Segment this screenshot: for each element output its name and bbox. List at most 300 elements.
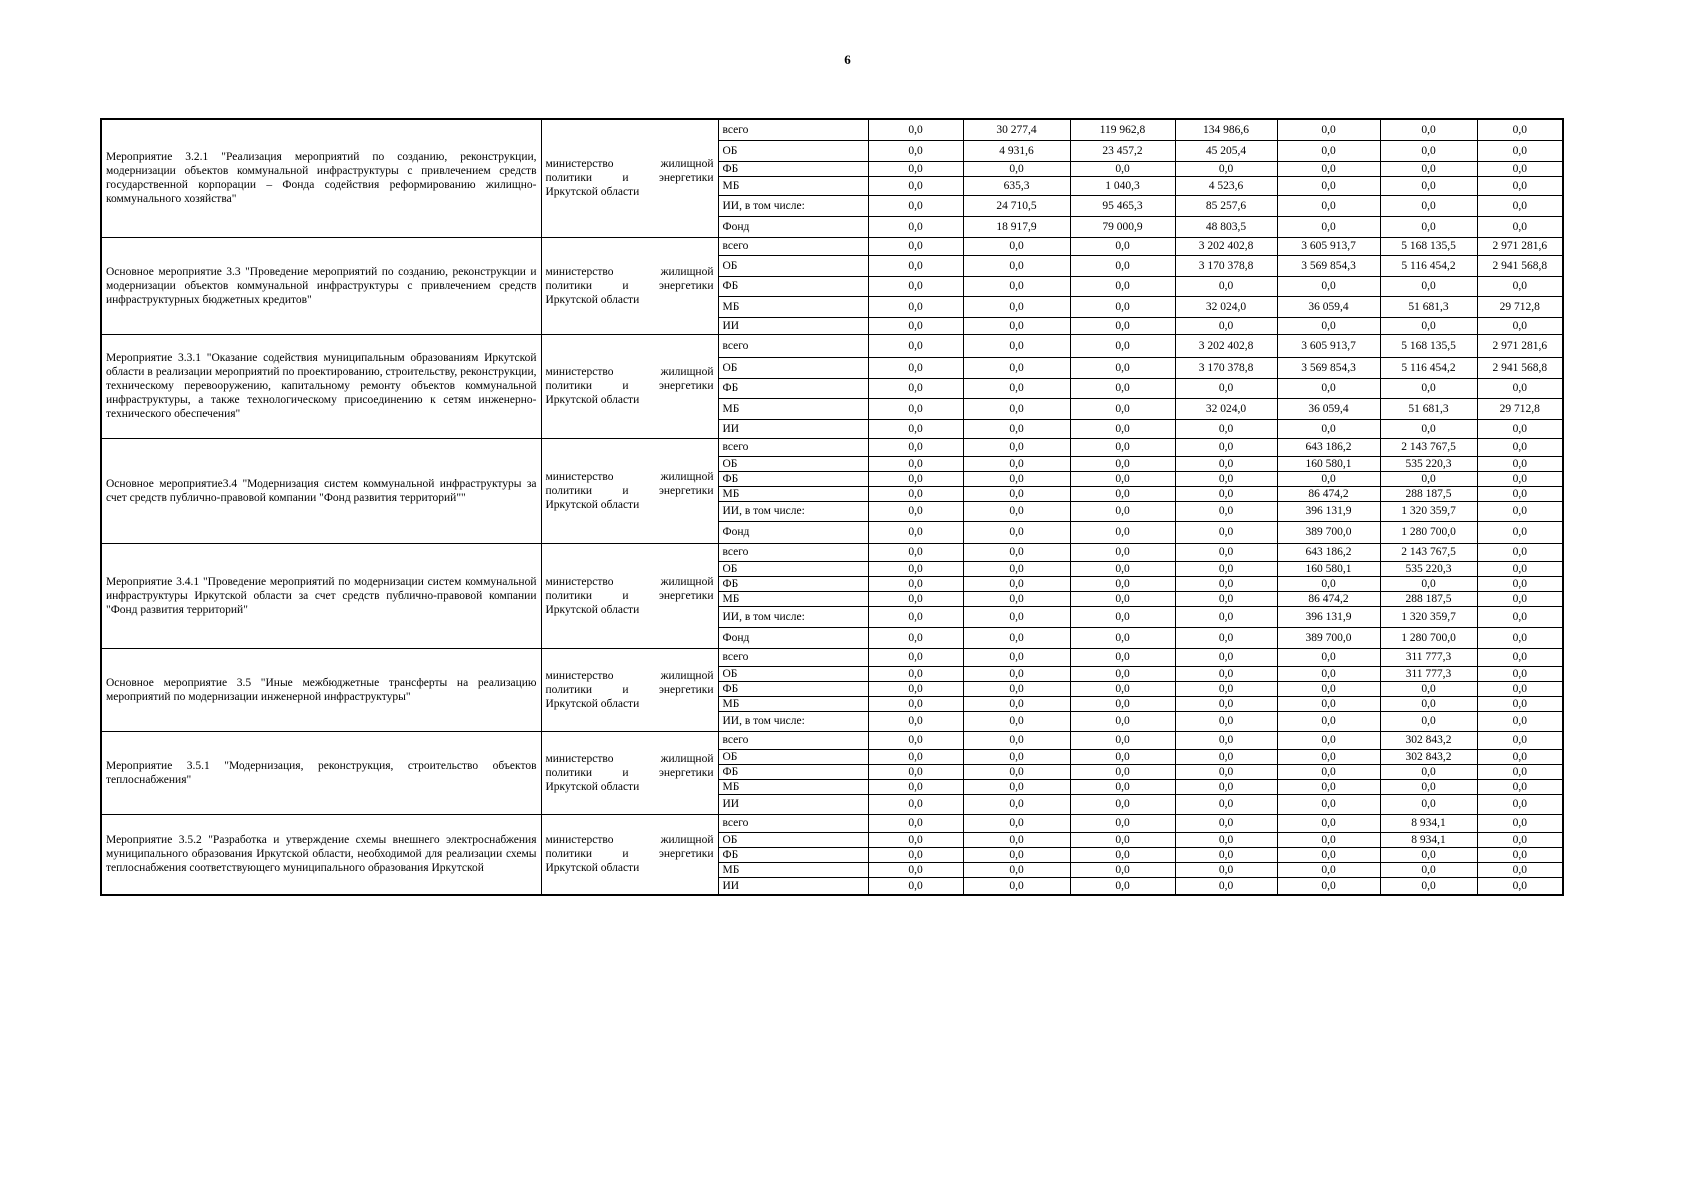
amount-cell: 0,0 xyxy=(868,486,963,501)
amount-cell: 0,0 xyxy=(1175,419,1277,438)
funding-source: ОБ xyxy=(718,561,868,576)
amount-cell: 3 170 378,8 xyxy=(1175,255,1277,276)
amount-cell: 0,0 xyxy=(868,576,963,591)
amount-cell: 0,0 xyxy=(1477,216,1563,237)
amount-cell: 0,0 xyxy=(963,237,1070,255)
amount-cell: 0,0 xyxy=(963,681,1070,696)
amount-cell: 0,0 xyxy=(1070,847,1175,862)
amount-cell: 0,0 xyxy=(1175,794,1277,814)
amount-cell: 0,0 xyxy=(868,296,963,317)
amount-cell: 0,0 xyxy=(868,862,963,877)
amount-cell: 0,0 xyxy=(1277,666,1380,681)
amount-cell: 0,0 xyxy=(1477,711,1563,731)
funding-source: МБ xyxy=(718,779,868,794)
amount-cell: 0,0 xyxy=(868,591,963,606)
amount-cell: 0,0 xyxy=(868,398,963,419)
amount-cell: 0,0 xyxy=(1277,119,1380,140)
measure-description: Мероприятие 3.3.1 "Оказание содействия муниципальным образованиям Иркутской области в реализации мероприятий по проектированию, строительству, реконструкции, техническому перевооружению, капитальному ремонту объектов коммунальной инфраструктуры, а также технологическому присоединению к сетям инженерно-технического обеспечения" xyxy=(101,334,541,438)
amount-cell: 0,0 xyxy=(1175,681,1277,696)
amount-cell: 0,0 xyxy=(868,317,963,334)
amount-cell: 86 474,2 xyxy=(1277,591,1380,606)
amount-cell: 0,0 xyxy=(1477,561,1563,576)
amount-cell: 0,0 xyxy=(1380,119,1477,140)
amount-cell: 389 700,0 xyxy=(1277,521,1380,543)
amount-cell: 0,0 xyxy=(868,255,963,276)
funding-source: МБ xyxy=(718,486,868,501)
amount-cell: 0,0 xyxy=(963,317,1070,334)
amount-cell: 0,0 xyxy=(868,847,963,862)
amount-cell: 0,0 xyxy=(963,419,1070,438)
amount-cell: 0,0 xyxy=(1070,456,1175,471)
funding-source: ФБ xyxy=(718,378,868,398)
amount-cell: 30 277,4 xyxy=(963,119,1070,140)
amount-cell: 36 059,4 xyxy=(1277,296,1380,317)
amount-cell: 29 712,8 xyxy=(1477,398,1563,419)
table-row xyxy=(101,237,1563,255)
amount-cell: 3 569 854,3 xyxy=(1277,357,1380,378)
funding-source: ОБ xyxy=(718,749,868,764)
amount-cell: 0,0 xyxy=(1175,161,1277,176)
amount-cell: 3 569 854,3 xyxy=(1277,255,1380,276)
amount-cell: 0,0 xyxy=(963,486,1070,501)
amount-cell: 0,0 xyxy=(868,779,963,794)
amount-cell: 0,0 xyxy=(963,711,1070,731)
amount-cell: 0,0 xyxy=(963,814,1070,832)
funding-source: Фонд xyxy=(718,521,868,543)
amount-cell: 4 523,6 xyxy=(1175,176,1277,195)
amount-cell: 0,0 xyxy=(1477,543,1563,561)
amount-cell: 0,0 xyxy=(1070,501,1175,521)
amount-cell: 0,0 xyxy=(1477,794,1563,814)
amount-cell: 0,0 xyxy=(1477,648,1563,666)
amount-cell: 0,0 xyxy=(1477,847,1563,862)
measure-description: Основное мероприятие3.4 "Модернизация систем коммунальной инфраструктуры за счет средств публично-правовой компании "Фонд развития территорий"" xyxy=(101,438,541,543)
amount-cell: 0,0 xyxy=(868,666,963,681)
amount-cell: 0,0 xyxy=(1277,794,1380,814)
amount-cell: 0,0 xyxy=(1070,296,1175,317)
amount-cell: 95 465,3 xyxy=(1070,195,1175,216)
amount-cell: 0,0 xyxy=(1070,237,1175,255)
amount-cell: 0,0 xyxy=(1277,216,1380,237)
funding-source: ИИ, в том числе: xyxy=(718,606,868,627)
amount-cell: 0,0 xyxy=(1277,576,1380,591)
funding-source: МБ xyxy=(718,296,868,317)
amount-cell: 0,0 xyxy=(1070,161,1175,176)
amount-cell: 0,0 xyxy=(868,276,963,296)
amount-cell: 0,0 xyxy=(1175,456,1277,471)
amount-cell: 8 934,1 xyxy=(1380,814,1477,832)
amount-cell: 0,0 xyxy=(1070,576,1175,591)
amount-cell: 0,0 xyxy=(1477,119,1563,140)
table-row xyxy=(101,648,1563,666)
measure-description: Основное мероприятие 3.5 "Иные межбюджетные трансферты на реализацию мероприятий по модернизации инженерной инфраструктуры" xyxy=(101,648,541,731)
amount-cell: 0,0 xyxy=(963,847,1070,862)
amount-cell: 0,0 xyxy=(1175,711,1277,731)
amount-cell: 0,0 xyxy=(868,438,963,456)
amount-cell: 0,0 xyxy=(1175,814,1277,832)
amount-cell: 0,0 xyxy=(1477,378,1563,398)
amount-cell: 0,0 xyxy=(868,140,963,161)
amount-cell: 0,0 xyxy=(963,696,1070,711)
funding-source: ИИ xyxy=(718,317,868,334)
measure-description: Мероприятие 3.5.1 "Модернизация, реконструкция, строительство объектов теплоснабжения" xyxy=(101,731,541,814)
funding-source: ИИ, в том числе: xyxy=(718,501,868,521)
amount-cell: 0,0 xyxy=(1070,877,1175,895)
amount-cell: 0,0 xyxy=(1070,317,1175,334)
responsible-executor: министерство жилищной политики и энергетики Иркутской области xyxy=(541,334,718,438)
responsible-executor: министерство жилищной политики и энергетики Иркутской области xyxy=(541,814,718,895)
amount-cell: 29 712,8 xyxy=(1477,296,1563,317)
amount-cell: 0,0 xyxy=(1175,779,1277,794)
amount-cell: 0,0 xyxy=(963,296,1070,317)
amount-cell: 0,0 xyxy=(1070,276,1175,296)
amount-cell: 0,0 xyxy=(868,627,963,648)
responsible-executor: министерство жилищной политики и энергетики Иркутской области xyxy=(541,648,718,731)
amount-cell: 2 971 281,6 xyxy=(1477,237,1563,255)
amount-cell: 0,0 xyxy=(1070,561,1175,576)
amount-cell: 0,0 xyxy=(1477,576,1563,591)
funding-source: всего xyxy=(718,543,868,561)
amount-cell: 0,0 xyxy=(963,357,1070,378)
funding-source: Фонд xyxy=(718,627,868,648)
amount-cell: 0,0 xyxy=(1380,378,1477,398)
amount-cell: 535 220,3 xyxy=(1380,456,1477,471)
amount-cell: 0,0 xyxy=(868,606,963,627)
amount-cell: 0,0 xyxy=(1277,832,1380,847)
amount-cell: 643 186,2 xyxy=(1277,543,1380,561)
funding-source: ИИ, в том числе: xyxy=(718,711,868,731)
amount-cell: 0,0 xyxy=(1277,317,1380,334)
amount-cell: 45 205,4 xyxy=(1175,140,1277,161)
amount-cell: 288 187,5 xyxy=(1380,591,1477,606)
amount-cell: 0,0 xyxy=(1175,627,1277,648)
amount-cell: 0,0 xyxy=(1175,576,1277,591)
amount-cell: 0,0 xyxy=(868,764,963,779)
funding-source: ОБ xyxy=(718,456,868,471)
amount-cell: 0,0 xyxy=(1175,749,1277,764)
amount-cell: 0,0 xyxy=(1380,317,1477,334)
amount-cell: 0,0 xyxy=(1175,606,1277,627)
amount-cell: 302 843,2 xyxy=(1380,749,1477,764)
amount-cell: 0,0 xyxy=(1277,681,1380,696)
amount-cell: 0,0 xyxy=(1175,847,1277,862)
amount-cell: 0,0 xyxy=(868,378,963,398)
amount-cell: 119 962,8 xyxy=(1070,119,1175,140)
funding-source: МБ xyxy=(718,398,868,419)
funding-source: всего xyxy=(718,814,868,832)
measure-description: Мероприятие 3.5.2 "Разработка и утверждение схемы внешнего электроснабжения муниципального образования Иркутской области, необходимой для реализации схемы теплоснабжения соответствующего муниципального образования Иркутской xyxy=(101,814,541,895)
amount-cell: 0,0 xyxy=(868,357,963,378)
amount-cell: 5 116 454,2 xyxy=(1380,357,1477,378)
amount-cell: 51 681,3 xyxy=(1380,398,1477,419)
amount-cell: 0,0 xyxy=(1070,862,1175,877)
funding-source: ИИ xyxy=(718,794,868,814)
amount-cell: 0,0 xyxy=(868,456,963,471)
amount-cell: 0,0 xyxy=(1380,681,1477,696)
amount-cell: 0,0 xyxy=(1070,814,1175,832)
amount-cell: 24 710,5 xyxy=(963,195,1070,216)
funding-source: всего xyxy=(718,648,868,666)
amount-cell: 0,0 xyxy=(1070,471,1175,486)
funding-source: ФБ xyxy=(718,471,868,486)
amount-cell: 0,0 xyxy=(1175,666,1277,681)
budget-table xyxy=(100,118,1564,896)
amount-cell: 0,0 xyxy=(1070,334,1175,357)
amount-cell: 0,0 xyxy=(1477,176,1563,195)
amount-cell: 0,0 xyxy=(1380,794,1477,814)
amount-cell: 0,0 xyxy=(1070,378,1175,398)
amount-cell: 0,0 xyxy=(868,419,963,438)
amount-cell: 0,0 xyxy=(868,334,963,357)
funding-source: всего xyxy=(718,334,868,357)
amount-cell: 5 116 454,2 xyxy=(1380,255,1477,276)
amount-cell: 0,0 xyxy=(1070,666,1175,681)
amount-cell: 0,0 xyxy=(868,561,963,576)
amount-cell: 0,0 xyxy=(1070,832,1175,847)
amount-cell: 0,0 xyxy=(1380,161,1477,176)
amount-cell: 0,0 xyxy=(1175,591,1277,606)
amount-cell: 0,0 xyxy=(868,731,963,749)
table-row xyxy=(101,438,1563,456)
amount-cell: 0,0 xyxy=(1477,749,1563,764)
amount-cell: 1 280 700,0 xyxy=(1380,627,1477,648)
amount-cell: 0,0 xyxy=(1175,438,1277,456)
amount-cell: 0,0 xyxy=(1175,543,1277,561)
funding-source: МБ xyxy=(718,591,868,606)
amount-cell: 0,0 xyxy=(1070,398,1175,419)
amount-cell: 0,0 xyxy=(1070,591,1175,606)
amount-cell: 0,0 xyxy=(1277,731,1380,749)
amount-cell: 0,0 xyxy=(1380,471,1477,486)
amount-cell: 0,0 xyxy=(868,521,963,543)
amount-cell: 0,0 xyxy=(1070,438,1175,456)
amount-cell: 0,0 xyxy=(963,832,1070,847)
funding-source: ФБ xyxy=(718,576,868,591)
responsible-executor: министерство жилищной политики и энергетики Иркутской области xyxy=(541,119,718,237)
budget-table-body xyxy=(101,119,1563,895)
table-row xyxy=(101,814,1563,832)
amount-cell: 396 131,9 xyxy=(1277,606,1380,627)
amount-cell: 0,0 xyxy=(1277,419,1380,438)
amount-cell: 0,0 xyxy=(963,749,1070,764)
amount-cell: 0,0 xyxy=(1477,696,1563,711)
amount-cell: 0,0 xyxy=(868,237,963,255)
amount-cell: 0,0 xyxy=(1070,681,1175,696)
amount-cell: 0,0 xyxy=(1477,627,1563,648)
responsible-executor: министерство жилищной политики и энергетики Иркутской области xyxy=(541,543,718,648)
amount-cell: 0,0 xyxy=(963,666,1070,681)
funding-source: ОБ xyxy=(718,140,868,161)
funding-source: всего xyxy=(718,438,868,456)
amount-cell: 0,0 xyxy=(868,749,963,764)
funding-source: ИИ, в том числе: xyxy=(718,195,868,216)
amount-cell: 1 320 359,7 xyxy=(1380,501,1477,521)
amount-cell: 0,0 xyxy=(1070,696,1175,711)
amount-cell: 0,0 xyxy=(1175,317,1277,334)
amount-cell: 0,0 xyxy=(963,627,1070,648)
amount-cell: 0,0 xyxy=(1380,711,1477,731)
amount-cell: 0,0 xyxy=(1070,764,1175,779)
amount-cell: 0,0 xyxy=(1477,471,1563,486)
amount-cell: 0,0 xyxy=(1477,814,1563,832)
amount-cell: 0,0 xyxy=(1277,176,1380,195)
amount-cell: 0,0 xyxy=(1477,276,1563,296)
amount-cell: 3 605 913,7 xyxy=(1277,237,1380,255)
amount-cell: 0,0 xyxy=(868,543,963,561)
amount-cell: 0,0 xyxy=(1380,779,1477,794)
amount-cell: 0,0 xyxy=(1477,764,1563,779)
amount-cell: 2 971 281,6 xyxy=(1477,334,1563,357)
funding-source: ОБ xyxy=(718,666,868,681)
amount-cell: 0,0 xyxy=(963,398,1070,419)
amount-cell: 0,0 xyxy=(868,119,963,140)
page-number: 6 xyxy=(844,52,851,67)
amount-cell: 0,0 xyxy=(963,456,1070,471)
amount-cell: 2 941 568,8 xyxy=(1477,357,1563,378)
amount-cell: 643 186,2 xyxy=(1277,438,1380,456)
amount-cell: 0,0 xyxy=(1277,779,1380,794)
amount-cell: 3 605 913,7 xyxy=(1277,334,1380,357)
amount-cell: 0,0 xyxy=(1277,471,1380,486)
amount-cell: 79 000,9 xyxy=(1070,216,1175,237)
amount-cell: 0,0 xyxy=(1380,862,1477,877)
amount-cell: 0,0 xyxy=(1477,666,1563,681)
amount-cell: 2 143 767,5 xyxy=(1380,438,1477,456)
amount-cell: 0,0 xyxy=(1070,779,1175,794)
amount-cell: 635,3 xyxy=(963,176,1070,195)
amount-cell: 0,0 xyxy=(1477,317,1563,334)
amount-cell: 8 934,1 xyxy=(1380,832,1477,847)
amount-cell: 2 941 568,8 xyxy=(1477,255,1563,276)
table-row xyxy=(101,119,1563,140)
amount-cell: 0,0 xyxy=(963,378,1070,398)
table-row xyxy=(101,731,1563,749)
amount-cell: 0,0 xyxy=(1477,195,1563,216)
amount-cell: 396 131,9 xyxy=(1277,501,1380,521)
amount-cell: 0,0 xyxy=(1277,764,1380,779)
funding-source: ФБ xyxy=(718,847,868,862)
amount-cell: 1 280 700,0 xyxy=(1380,521,1477,543)
amount-cell: 0,0 xyxy=(963,877,1070,895)
amount-cell: 5 168 135,5 xyxy=(1380,237,1477,255)
amount-cell: 0,0 xyxy=(868,696,963,711)
amount-cell: 0,0 xyxy=(963,521,1070,543)
amount-cell: 0,0 xyxy=(1380,140,1477,161)
amount-cell: 0,0 xyxy=(1175,877,1277,895)
amount-cell: 32 024,0 xyxy=(1175,296,1277,317)
amount-cell: 1 320 359,7 xyxy=(1380,606,1477,627)
amount-cell: 0,0 xyxy=(1277,195,1380,216)
amount-cell: 0,0 xyxy=(1175,501,1277,521)
amount-cell: 0,0 xyxy=(1477,606,1563,627)
amount-cell: 0,0 xyxy=(1277,696,1380,711)
amount-cell: 0,0 xyxy=(963,606,1070,627)
amount-cell: 0,0 xyxy=(1277,378,1380,398)
funding-source: ОБ xyxy=(718,357,868,378)
amount-cell: 160 580,1 xyxy=(1277,456,1380,471)
amount-cell: 0,0 xyxy=(963,561,1070,576)
amount-cell: 0,0 xyxy=(1380,877,1477,895)
amount-cell: 389 700,0 xyxy=(1277,627,1380,648)
amount-cell: 0,0 xyxy=(1277,814,1380,832)
amount-cell: 0,0 xyxy=(1070,357,1175,378)
amount-cell: 0,0 xyxy=(1070,627,1175,648)
amount-cell: 0,0 xyxy=(868,216,963,237)
funding-source: всего xyxy=(718,119,868,140)
amount-cell: 48 803,5 xyxy=(1175,216,1277,237)
amount-cell: 0,0 xyxy=(1175,731,1277,749)
amount-cell: 0,0 xyxy=(1175,276,1277,296)
amount-cell: 0,0 xyxy=(963,862,1070,877)
amount-cell: 0,0 xyxy=(1175,764,1277,779)
amount-cell: 0,0 xyxy=(1277,161,1380,176)
amount-cell: 0,0 xyxy=(1380,847,1477,862)
table-row xyxy=(101,334,1563,357)
amount-cell: 0,0 xyxy=(1175,471,1277,486)
amount-cell: 2 143 767,5 xyxy=(1380,543,1477,561)
amount-cell: 0,0 xyxy=(1070,606,1175,627)
amount-cell: 0,0 xyxy=(1380,576,1477,591)
amount-cell: 0,0 xyxy=(1070,711,1175,731)
measure-description: Основное мероприятие 3.3 "Проведение мероприятий по созданию, реконструкции и модернизации объектов коммунальной инфраструктуры с привлечением средств инфраструктурных бюджетных кредитов" xyxy=(101,237,541,334)
amount-cell: 0,0 xyxy=(1477,681,1563,696)
amount-cell: 0,0 xyxy=(1477,521,1563,543)
amount-cell: 0,0 xyxy=(868,711,963,731)
amount-cell: 0,0 xyxy=(1070,255,1175,276)
amount-cell: 32 024,0 xyxy=(1175,398,1277,419)
amount-cell: 0,0 xyxy=(1477,161,1563,176)
amount-cell: 51 681,3 xyxy=(1380,296,1477,317)
responsible-executor: министерство жилищной политики и энергетики Иркутской области xyxy=(541,237,718,334)
amount-cell: 0,0 xyxy=(868,832,963,847)
amount-cell: 0,0 xyxy=(868,681,963,696)
funding-source: ИИ xyxy=(718,877,868,895)
amount-cell: 0,0 xyxy=(963,794,1070,814)
amount-cell: 3 202 402,8 xyxy=(1175,237,1277,255)
amount-cell: 0,0 xyxy=(1380,276,1477,296)
amount-cell: 0,0 xyxy=(1175,862,1277,877)
amount-cell: 0,0 xyxy=(1070,731,1175,749)
amount-cell: 0,0 xyxy=(1380,216,1477,237)
amount-cell: 160 580,1 xyxy=(1277,561,1380,576)
amount-cell: 0,0 xyxy=(1070,486,1175,501)
amount-cell: 0,0 xyxy=(1477,438,1563,456)
amount-cell: 0,0 xyxy=(963,276,1070,296)
amount-cell: 0,0 xyxy=(1070,543,1175,561)
amount-cell: 0,0 xyxy=(1070,794,1175,814)
amount-cell: 0,0 xyxy=(1477,140,1563,161)
funding-source: ОБ xyxy=(718,832,868,847)
amount-cell: 85 257,6 xyxy=(1175,195,1277,216)
amount-cell: 302 843,2 xyxy=(1380,731,1477,749)
amount-cell: 0,0 xyxy=(1175,648,1277,666)
amount-cell: 0,0 xyxy=(1477,456,1563,471)
amount-cell: 311 777,3 xyxy=(1380,648,1477,666)
amount-cell: 0,0 xyxy=(1380,696,1477,711)
amount-cell: 0,0 xyxy=(1175,378,1277,398)
amount-cell: 23 457,2 xyxy=(1070,140,1175,161)
amount-cell: 3 202 402,8 xyxy=(1175,334,1277,357)
amount-cell: 0,0 xyxy=(1477,501,1563,521)
amount-cell: 535 220,3 xyxy=(1380,561,1477,576)
amount-cell: 0,0 xyxy=(868,648,963,666)
amount-cell: 1 040,3 xyxy=(1070,176,1175,195)
amount-cell: 0,0 xyxy=(1175,521,1277,543)
funding-source: всего xyxy=(718,731,868,749)
amount-cell: 0,0 xyxy=(963,161,1070,176)
amount-cell: 0,0 xyxy=(1070,648,1175,666)
amount-cell: 0,0 xyxy=(1277,877,1380,895)
